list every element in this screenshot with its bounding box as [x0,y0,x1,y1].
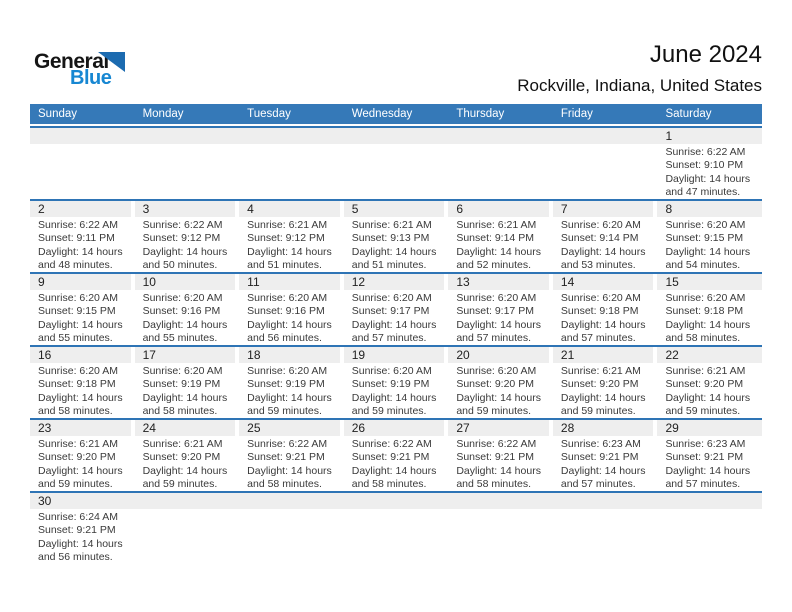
day-details [344,436,449,491]
sunrise-text: Sunrise: 6:20 AM [456,365,537,377]
day-cell [135,274,240,345]
sunrise-text: Sunrise: 6:22 AM [456,438,537,450]
sunset-text: Sunset: 9:13 PM [351,232,430,245]
general-blue-logo [34,50,174,96]
day-cell [344,420,449,491]
day-number: 7 [553,201,658,217]
day-number [553,128,658,144]
sunset-text: Sunset: 9:21 PM [456,451,534,464]
day-details [553,217,658,272]
sunrise-text: Sunrise: 6:21 AM [456,219,537,231]
day-number: 8 [657,201,762,217]
day-details [135,217,240,272]
empty-day-cell [239,128,344,199]
day-details [553,436,658,491]
sunset-text: Sunset: 9:19 PM [247,378,325,391]
sunset-text: Sunset: 9:11 PM [38,232,115,245]
day-cell [239,201,344,272]
daylight-text: Daylight: 14 hours and 57 minutes. [665,464,751,491]
day-number [553,493,658,509]
daylight-text: Daylight: 14 hours and 56 minutes. [38,537,123,564]
sunrise-text: Sunrise: 6:20 AM [560,292,641,304]
day-number: 29 [657,420,762,436]
empty-day-cell [448,128,553,199]
month-calendar [30,104,762,564]
day-details [448,436,553,491]
logo-word-blue: Blue [70,67,112,89]
day-cell [448,347,553,418]
weekday-header-row [30,104,762,124]
daylight-text: Daylight: 14 hours and 58 minutes. [38,391,123,418]
day-details [657,509,762,511]
daylight-text: Daylight: 14 hours and 59 minutes. [665,391,751,418]
sunrise-text: Sunrise: 6:23 AM [665,438,746,450]
empty-day-cell [239,493,344,564]
sunset-text: Sunset: 9:17 PM [456,305,534,318]
day-cell [239,347,344,418]
day-number [344,493,449,509]
empty-day-cell [553,493,658,564]
day-number: 26 [344,420,449,436]
empty-day-cell [448,493,553,564]
day-cell [30,274,135,345]
day-number: 3 [135,201,240,217]
daylight-text: Daylight: 14 hours and 52 minutes. [456,245,541,272]
day-details [30,509,135,564]
daylight-text: Daylight: 14 hours and 57 minutes. [351,318,437,345]
sunrise-text: Sunrise: 6:20 AM [38,365,118,377]
day-cell [448,274,553,345]
day-details [239,144,344,146]
page-title: June 2024 [649,41,762,68]
day-details [135,509,240,511]
daylight-text: Daylight: 14 hours and 51 minutes. [247,245,332,272]
day-cell [448,201,553,272]
daylight-text: Daylight: 14 hours and 57 minutes. [456,318,541,345]
sunset-text: Sunset: 9:20 PM [38,451,116,464]
daylight-text: Daylight: 14 hours and 50 minutes. [142,245,228,272]
sunset-text: Sunset: 9:20 PM [560,378,639,391]
sunrise-text: Sunrise: 6:21 AM [142,438,223,450]
weekday-header-friday: Friday [560,108,593,120]
day-number: 10 [135,274,240,290]
day-number: 19 [344,347,449,363]
day-cell [657,274,762,345]
daylight-text: Daylight: 14 hours and 58 minutes. [665,318,751,345]
week-cells [30,347,762,418]
day-details [448,509,553,511]
daylight-text: Daylight: 14 hours and 59 minutes. [351,391,437,418]
day-number: 25 [239,420,344,436]
weekday-header-saturday: Saturday [665,108,712,120]
day-cell [30,420,135,491]
daylight-text: Daylight: 14 hours and 58 minutes. [351,464,437,491]
day-details [30,217,135,272]
sunrise-text: Sunrise: 6:20 AM [247,292,328,304]
sunrise-text: Sunrise: 6:21 AM [665,365,746,377]
day-number: 12 [344,274,449,290]
week-cells [30,274,762,345]
page-subtitle: Rockville, Indiana, United States [517,76,762,96]
day-number [344,128,449,144]
week-row [30,418,762,491]
day-number: 20 [448,347,553,363]
day-cell [135,201,240,272]
sunset-text: Sunset: 9:21 PM [247,451,325,464]
sunset-text: Sunset: 9:10 PM [665,159,744,172]
sunset-text: Sunset: 9:16 PM [247,305,325,318]
day-details [239,363,344,418]
day-cell [135,420,240,491]
sunset-text: Sunset: 9:21 PM [38,524,116,537]
day-number: 16 [30,347,135,363]
daylight-text: Daylight: 14 hours and 51 minutes. [351,245,437,272]
weeks-container [30,126,762,564]
week-row [30,491,762,564]
week-row [30,272,762,345]
day-number: 9 [30,274,135,290]
sunset-text: Sunset: 9:21 PM [351,451,430,464]
day-number: 28 [553,420,658,436]
empty-day-cell [344,128,449,199]
sunset-text: Sunset: 9:16 PM [142,305,221,318]
sunset-text: Sunset: 9:17 PM [351,305,430,318]
day-details [135,436,240,491]
day-number: 18 [239,347,344,363]
day-cell [135,347,240,418]
sunrise-text: Sunrise: 6:22 AM [38,219,118,231]
daylight-text: Daylight: 14 hours and 59 minutes. [142,464,228,491]
day-number: 23 [30,420,135,436]
daylight-text: Daylight: 14 hours and 59 minutes. [247,391,332,418]
sunset-text: Sunset: 9:21 PM [560,451,639,464]
daylight-text: Daylight: 14 hours and 54 minutes. [665,245,751,272]
sunset-text: Sunset: 9:21 PM [665,451,744,464]
day-details [30,290,135,345]
day-details [239,290,344,345]
weekday-header-sunday: Sunday [38,108,78,120]
day-cell [553,420,658,491]
day-number: 21 [553,347,658,363]
week-cells [30,128,762,199]
day-number [657,493,762,509]
sunrise-text: Sunrise: 6:21 AM [560,365,641,377]
day-number: 5 [344,201,449,217]
day-details [239,436,344,491]
day-details [553,509,658,511]
day-number [30,128,135,144]
daylight-text: Daylight: 14 hours and 59 minutes. [456,391,541,418]
empty-day-cell [657,493,762,564]
sunset-text: Sunset: 9:19 PM [142,378,221,391]
day-cell [553,347,658,418]
day-details [553,363,658,418]
sunset-text: Sunset: 9:18 PM [560,305,639,318]
day-details [135,144,240,146]
daylight-text: Daylight: 14 hours and 59 minutes. [38,464,123,491]
week-cells [30,420,762,491]
week-row [30,126,762,199]
empty-day-cell [135,128,240,199]
sunrise-text: Sunrise: 6:20 AM [665,292,746,304]
day-details [239,217,344,272]
daylight-text: Daylight: 14 hours and 59 minutes. [560,391,646,418]
sunrise-text: Sunrise: 6:21 AM [247,219,328,231]
day-number [239,128,344,144]
daylight-text: Daylight: 14 hours and 55 minutes. [142,318,228,345]
daylight-text: Daylight: 14 hours and 58 minutes. [456,464,541,491]
day-details [553,290,658,345]
day-details [553,144,658,146]
day-details [344,509,449,511]
week-row [30,199,762,272]
sunrise-text: Sunrise: 6:20 AM [456,292,537,304]
daylight-text: Daylight: 14 hours and 58 minutes. [247,464,332,491]
day-number: 11 [239,274,344,290]
sunrise-text: Sunrise: 6:22 AM [247,438,328,450]
sunrise-text: Sunrise: 6:20 AM [665,219,746,231]
day-number: 4 [239,201,344,217]
day-cell [657,201,762,272]
sunset-text: Sunset: 9:14 PM [560,232,639,245]
weekday-header-tuesday: Tuesday [247,108,291,120]
sunrise-text: Sunrise: 6:20 AM [142,292,223,304]
day-details [448,363,553,418]
day-number: 22 [657,347,762,363]
day-number: 24 [135,420,240,436]
day-number [135,128,240,144]
day-cell [657,420,762,491]
sunrise-text: Sunrise: 6:21 AM [38,438,118,450]
sunset-text: Sunset: 9:12 PM [247,232,325,245]
day-details [30,363,135,418]
title-block [517,42,762,96]
sunrise-text: Sunrise: 6:20 AM [351,365,432,377]
empty-day-cell [135,493,240,564]
day-number: 1 [657,128,762,144]
day-number [135,493,240,509]
sunset-text: Sunset: 9:15 PM [665,232,744,245]
week-cells [30,201,762,272]
day-details [448,290,553,345]
day-number: 15 [657,274,762,290]
sunset-text: Sunset: 9:20 PM [142,451,221,464]
sunset-text: Sunset: 9:12 PM [142,232,221,245]
day-details [135,290,240,345]
day-details [657,436,762,491]
sunset-text: Sunset: 9:18 PM [665,305,744,318]
day-details [30,436,135,491]
sunset-text: Sunset: 9:18 PM [38,378,116,391]
week-row [30,345,762,418]
daylight-text: Daylight: 14 hours and 56 minutes. [247,318,332,345]
day-details [344,144,449,146]
day-details [30,144,135,146]
sunrise-text: Sunrise: 6:23 AM [560,438,641,450]
day-details [657,363,762,418]
day-number [239,493,344,509]
daylight-text: Daylight: 14 hours and 57 minutes. [560,464,646,491]
sunset-text: Sunset: 9:20 PM [665,378,744,391]
day-number: 30 [30,493,135,509]
day-details [344,363,449,418]
weekday-header-wednesday: Wednesday [351,108,413,120]
day-details [448,217,553,272]
day-details [239,509,344,511]
day-cell [30,201,135,272]
day-cell [553,274,658,345]
sunrise-text: Sunrise: 6:20 AM [38,292,118,304]
day-cell [344,201,449,272]
day-details [657,144,762,199]
day-cell [657,347,762,418]
day-cell [344,347,449,418]
day-cell [239,274,344,345]
sunrise-text: Sunrise: 6:20 AM [560,219,641,231]
sunset-text: Sunset: 9:15 PM [38,305,116,318]
day-cell [448,420,553,491]
day-details [344,217,449,272]
empty-day-cell [553,128,658,199]
day-details [448,144,553,146]
daylight-text: Daylight: 14 hours and 55 minutes. [38,318,123,345]
sunrise-text: Sunrise: 6:20 AM [351,292,432,304]
day-cell [657,128,762,199]
day-number: 13 [448,274,553,290]
day-cell [239,420,344,491]
sunset-text: Sunset: 9:14 PM [456,232,534,245]
sunrise-text: Sunrise: 6:22 AM [665,146,746,158]
day-cell [553,201,658,272]
day-number: 14 [553,274,658,290]
day-number [448,493,553,509]
daylight-text: Daylight: 14 hours and 48 minutes. [38,245,123,272]
day-number: 27 [448,420,553,436]
sunset-text: Sunset: 9:20 PM [456,378,534,391]
day-details [657,290,762,345]
day-cell [30,347,135,418]
day-cell [30,493,135,564]
sunrise-text: Sunrise: 6:22 AM [142,219,223,231]
day-number [448,128,553,144]
sunrise-text: Sunrise: 6:20 AM [142,365,223,377]
sunset-text: Sunset: 9:19 PM [351,378,430,391]
day-number: 2 [30,201,135,217]
day-details [344,290,449,345]
weekday-header-thursday: Thursday [456,108,505,120]
daylight-text: Daylight: 14 hours and 57 minutes. [560,318,646,345]
sunrise-text: Sunrise: 6:24 AM [38,511,118,523]
daylight-text: Daylight: 14 hours and 58 minutes. [142,391,228,418]
logo-word-general: General [34,50,109,73]
sunrise-text: Sunrise: 6:21 AM [351,219,432,231]
sunrise-text: Sunrise: 6:20 AM [247,365,328,377]
day-cell [344,274,449,345]
day-number: 17 [135,347,240,363]
day-details [657,217,762,272]
empty-day-cell [344,493,449,564]
sunrise-text: Sunrise: 6:22 AM [351,438,432,450]
daylight-text: Daylight: 14 hours and 47 minutes. [665,172,751,199]
empty-day-cell [30,128,135,199]
weekday-header-monday: Monday [142,108,184,120]
week-cells [30,493,762,564]
day-number: 6 [448,201,553,217]
daylight-text: Daylight: 14 hours and 53 minutes. [560,245,646,272]
day-details [135,363,240,418]
